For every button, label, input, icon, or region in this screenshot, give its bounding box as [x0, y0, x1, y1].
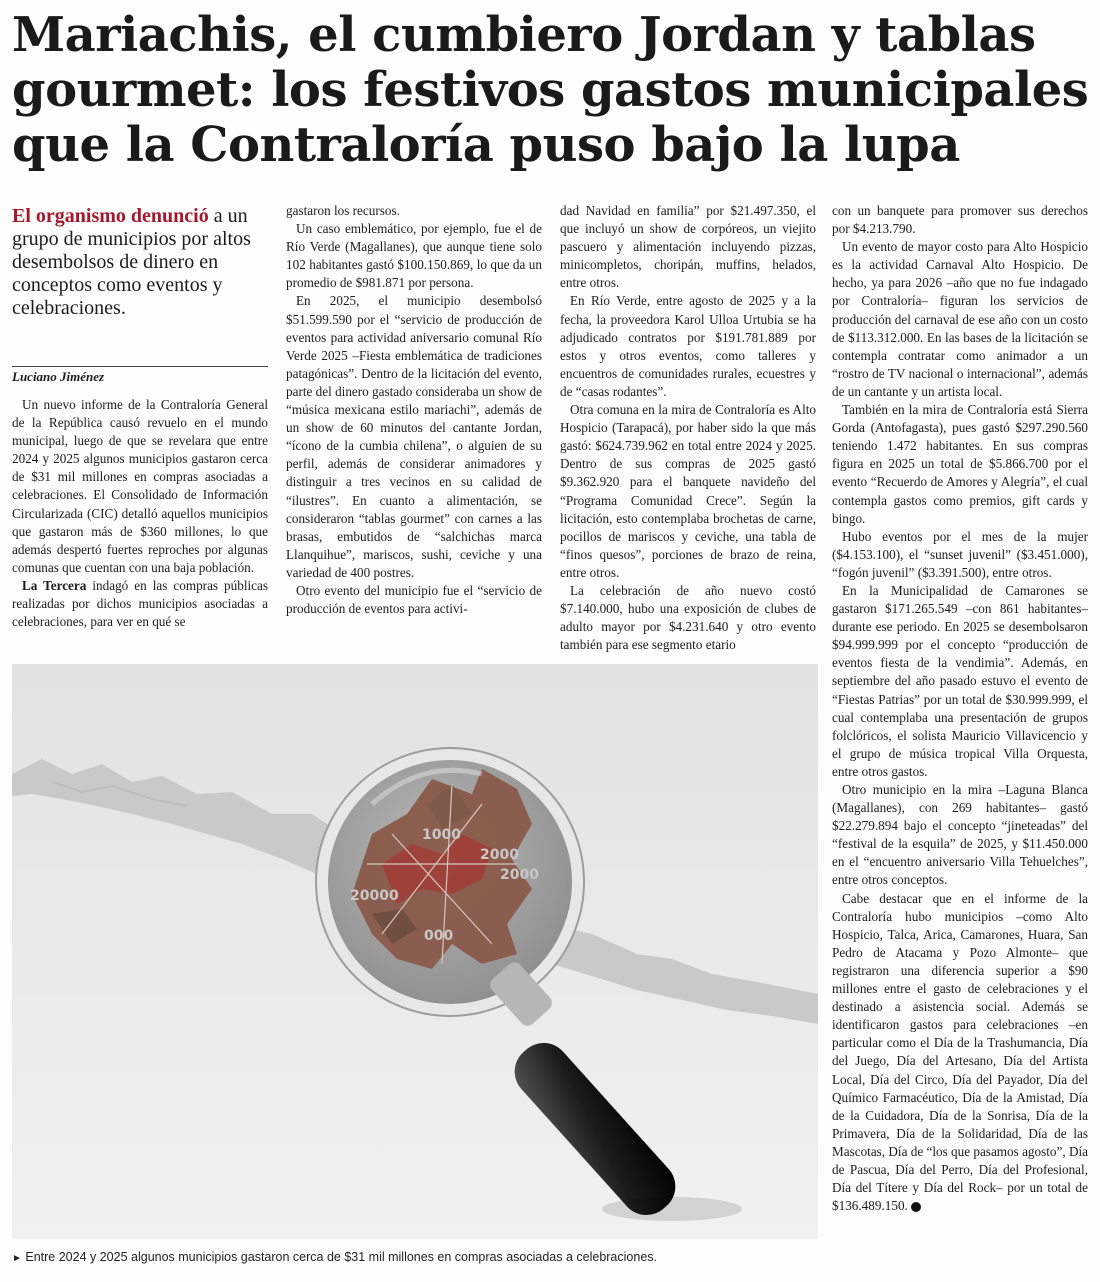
article-column-1: [12, 396, 268, 631]
paragraph: gastaron los recursos.: [286, 203, 400, 218]
paragraph: con un banquete para promover sus derechos por $4.213.790.: [832, 203, 1088, 237]
map-label: 2000: [500, 867, 539, 883]
caption-text: Entre 2024 y 2025 algunos municipios gastaron cerca de $31 mil millones en compras asociadas a celebraciones.: [21, 1250, 657, 1264]
paragraph: La celebración de año nuevo costó $7.140.000, hubo una exposición de clubes de adulto mayor por $4.231.640 y otro evento también para ese segmento etario: [560, 582, 816, 653]
paragraph-text: Cabe destacar que en el informe de la Contraloría hubo municipios –como Alto Hospicio, Talca, Arica, Camarones, Huara, San Pedro de Atacama y Pozo Almonte– que registraron una diferencia superior a $90 millones entre el gasto de celebraciones y el destinado a asistencia social. Además se identificaron gastos para celebraciones –en particular como el Día de la Trashumancia, Día del Juego, Día del Artesano, Día del Artista Local, Día del Circo, Día del Payador, Día del Químico Farmacéutico, Día de la Amistad, Día de la Cuidadora, Día de la Sonrisa, Día de la Primavera, Día de la Solidaridad, Día de las Mascotas, Día de “los que pasamos agosto”, Día de Pascua, Día del Perro, Día del Profesional, Día del Títere y Día del Rock– por un total de $136.489.150.: [832, 890, 1088, 1214]
paragraph: [12, 577, 268, 631]
byline-divider: [12, 366, 268, 367]
lead-kicker: El organismo denunció: [12, 205, 209, 227]
magnifier-map-illustration: [12, 664, 818, 1239]
article-photo: [12, 664, 818, 1239]
paragraph: [832, 890, 1088, 1216]
lead-paragraph: [12, 205, 272, 320]
end-of-article-icon: [911, 1202, 921, 1212]
map-label: 000: [424, 928, 454, 944]
paragraph: Otra comuna en la mira de Contraloría es Alto Hospicio (Tarapacá), por haber sido la que más gastó: $624.739.962 en total entre 2024 y 2025. Dentro de sus compras de 2025 gastó $9.362.920 para el banquete navideño del “Programa Comunidad Crece”. Según la licitación, esto contemplaba brochetas de carne, pocillos de mariscos y ceviche, una tabla de “finos quesos”, porciones de brazo de reina, entre otros.: [560, 402, 816, 580]
caption-arrow-icon: ►: [12, 1253, 22, 1264]
paragraph: En Río Verde, entre agosto de 2025 y a la fecha, la proveedora Karol Ulloa Urtubia se ha adjudicado contratos por $191.781.889 por estos y otros eventos, como talleres y encuentros de comunidades rurales, ecuestres y de “casas rodantes”.: [560, 293, 816, 399]
paragraph: dad Navidad en familia” por $21.497.350, el que incluyó un show de corpóreos, un viejito pascuero y alimentación incluyendo pizzas, minicompletos, choripán, muffins, helados, entre otros.: [560, 203, 816, 291]
paragraph: También en la mira de Contraloría está Sierra Gorda (Antofagasta), pues gastó $297.290.560 teniendo 1.472 habitantes. En sus compras figura en 2025 un total de $5.866.700 por el evento “Recuerdo de Amores y Alegría”, el cual contempla gastos como premios, gift cards y bingo.: [832, 402, 1088, 526]
photo-caption: [12, 1250, 818, 1264]
map-label: 1000: [422, 827, 461, 843]
article-column-3: [560, 202, 816, 654]
lead-text: a un grupo de municipios por altos desembolsos de dinero en conceptos como eventos y celebraciones.: [12, 205, 251, 319]
article-column-2: [286, 202, 542, 618]
paragraph: Otro evento del municipio fue el “servicio de producción de eventos para activi-: [286, 582, 542, 617]
paragraph: Un caso emblemático, por ejemplo, fue el de Río Verde (Magallanes), que aunque tiene solo 102 habitantes gastó $100.150.869, lo que da un promedio de $981.871 por persona.: [286, 221, 542, 291]
paragraph: Un nuevo informe de la Contraloría General de la República causó revuelo en el mundo municipal, luego de que se revelara que entre 2024 y 2025 algunos municipios gastaron cerca de $31 mil millones en compras asociadas a celebraciones. El Consolidado de Información Circularizada (CIC) detalló aquellos municipios que gastaron más de $360 millones, lo que además despertó fuertes reproches por algunas comunas que cuentan con una baja población.: [12, 397, 268, 575]
paragraph: En la Municipalidad de Camarones se gastaron $171.265.549 –con 861 habitantes– durante ese periodo. En 2025 se desembolsaron $94.999.999 por el concepto “producción de eventos fiesta de la vendimia”. Además, en septiembre del año pasado estuvo el evento de “Fiestas Patrias” por un total de $30.999.999, el cual contemplaba una presentación de grupos folclóricos, el solista Mauricio Villavicencio y el grupo de música tropical Villa Orquesta, entre otros gastos.: [832, 582, 1088, 779]
article-column-4: [832, 202, 1088, 1215]
paragraph-text: indagó en las compras públicas realizadas por dichos municipios asociadas a celebraciones, para ver en qué se: [12, 577, 268, 630]
map-label: 2000: [480, 847, 519, 863]
byline: Luciano Jiménez: [12, 369, 105, 384]
newspaper-name: La Tercera: [22, 577, 87, 593]
paragraph: Un evento de mayor costo para Alto Hospicio es la actividad Carnaval Alto Hospicio. De hecho, ya para 2026 –año que no fue indagado por Contraloría– figuran los servicios de producción del carnaval de ese año con un costo de $113.312.000. En las bases de la licitación se contempla contratar como animador a un “rostro de TV nacional o internacional”, además de un cantante y un artista local.: [832, 239, 1088, 399]
paragraph: En 2025, el municipio desembolsó $51.599.590 por el “servicio de producción de eventos para actividad aniversario comunal Río Verde 2025 –Fiesta emblemática de tradiciones patagónicas”. Dentro de la licitación del evento, parte del dinero gastado consideraba un show de “música mexicana estilo mariachi”, además de un show de 60 minutos del cantante Jordan, “ícono de la cumbia chilena”, o alguien de su perfil, además de considerar animadores y distinguir a tres vecinos en su calidad de “ilustres”. En cuanto a alimentación, se consideraron “tablas gourmet” con carnes a las brasas, embutidos de “salchichas marca Llanquihue”, mariscos, sushi, ceviche y una variedad de 400 postres.: [286, 293, 542, 580]
paragraph: Hubo eventos por el mes de la mujer ($4.153.100), el “sunset juvenil” ($3.451.000), “fogón juvenil” ($3.391.500), entre otros.: [832, 528, 1088, 580]
headline: Mariachis, el cumbiero Jordan y tablas gourmet: los festivos gastos municipales que la Contraloría puso bajo la lupa: [12, 7, 1089, 173]
map-label: 20000: [350, 888, 399, 904]
paragraph: Otro municipio en la mira –Laguna Blanca (Magallanes), con 269 habitantes– gastó $22.279.894 bajo el concepto “jineteadas” del “festival de la esquila” de 2025, y $11.450.000 en el “encuentro aniversario Villa Tehuelches”, entre otros conceptos.: [832, 782, 1088, 888]
